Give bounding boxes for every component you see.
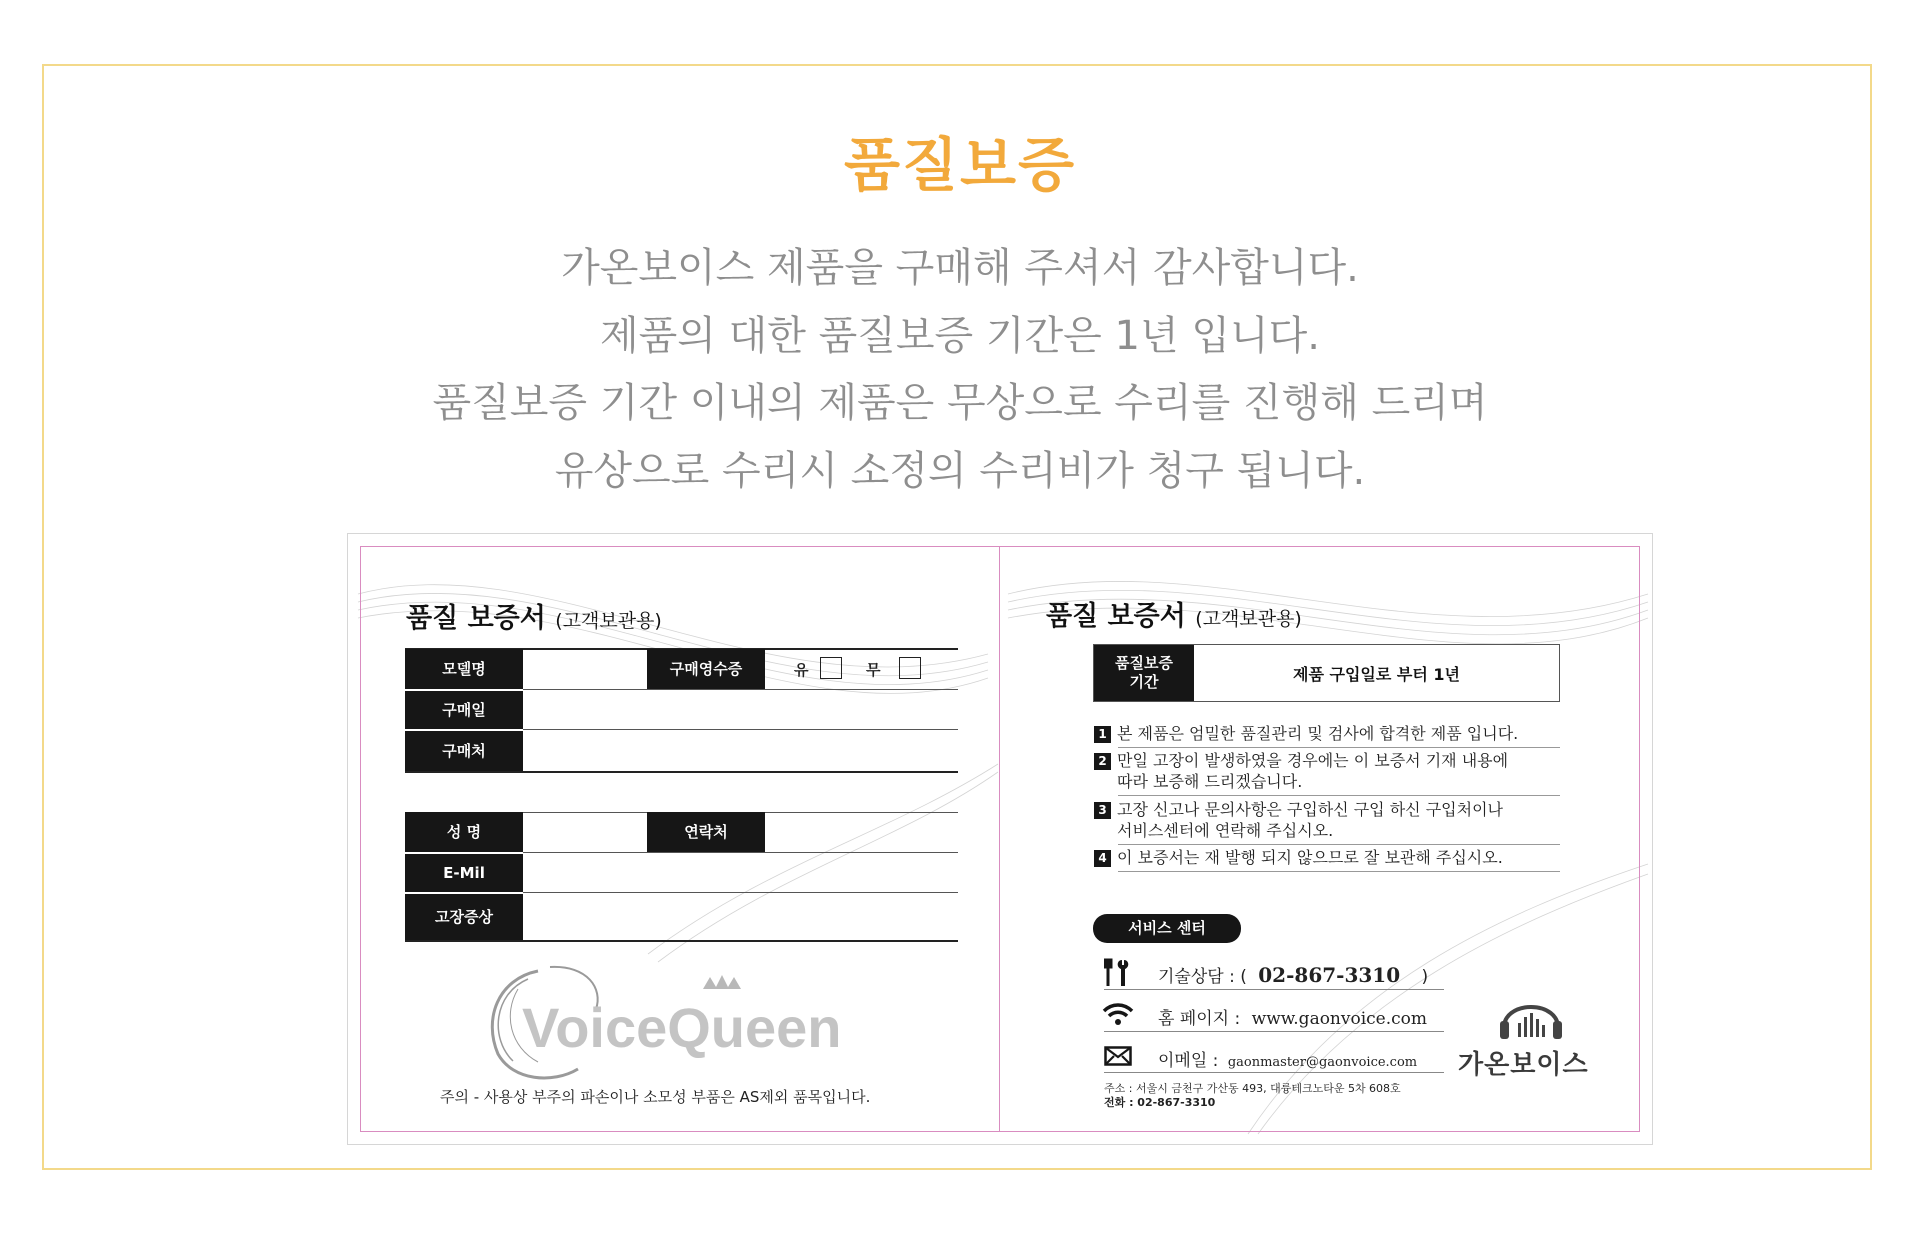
tech-consult-row: 기술상담 : ( 02-867-3310 )	[1158, 963, 1429, 987]
address-block	[1104, 1082, 1401, 1110]
purchase-date-line[interactable]	[523, 729, 958, 730]
tools-icon	[1104, 958, 1132, 988]
symptom-row-line[interactable]	[405, 940, 958, 942]
purchase-date-label: 구매일	[405, 691, 523, 729]
note-4-line	[1118, 871, 1560, 872]
page-title: 품질보증	[843, 131, 1077, 199]
model-label: 모델명	[405, 649, 523, 689]
note-2-line-2: 따라 보증해 드리겠습니다.	[1117, 772, 1303, 791]
note-3-line	[1118, 844, 1560, 845]
gaonvoice-brand: 가온보이스	[1458, 1050, 1589, 1080]
right-card-title: 품질 보증서 (고객보관용)	[1046, 601, 1302, 632]
email-label: E-Mil	[405, 854, 523, 892]
note-2-line	[1118, 795, 1560, 796]
note-1-line	[1118, 747, 1560, 748]
headphones-icon	[1496, 987, 1566, 1043]
homepage-link[interactable]: www.gaonvoice.com	[1251, 1009, 1428, 1029]
email-row-line	[1104, 1072, 1444, 1073]
intro-line-2: 제품의 대한 품질보증 기간은 1년 입니다.	[600, 313, 1320, 359]
receipt-yes-checkbox[interactable]	[820, 657, 842, 679]
voicequeen-logo	[478, 959, 898, 1084]
email-row-line[interactable]	[523, 892, 958, 893]
receipt-no-label: 무	[866, 661, 881, 679]
phone-text: 전화 : 02-867-3310	[1104, 1096, 1216, 1109]
mail-icon	[1104, 1046, 1132, 1066]
tech-row-line	[1104, 989, 1444, 990]
address-text: 주소 : 서울시 금천구 가산동 493, 대륭테크노타운 5차 608호	[1104, 1082, 1401, 1095]
notice-text: 주의 - 사용상 부주의 파손이나 소모성 부품은 AS제외 품목입니다.	[440, 1088, 871, 1106]
wifi-icon	[1102, 1002, 1134, 1026]
receipt-yes-label: 유	[794, 661, 809, 679]
svg-text:VoiceQueen: VoiceQueen	[522, 996, 842, 1059]
note-3: 3 고장 신고나 문의사항은 구입하신 구입 하신 구입처이나	[1094, 799, 1503, 820]
note-3-line-2: 서비스센터에 연락해 주십시오.	[1117, 821, 1334, 840]
name-label: 성 명	[405, 812, 523, 852]
name-row-line[interactable]	[523, 852, 958, 853]
warranty-period-value: 제품 구입일로 부터 1년	[1293, 664, 1460, 684]
tech-phone: 02-867-3310	[1258, 963, 1401, 987]
homepage-row-line	[1104, 1031, 1444, 1032]
purchase-place-label: 구매처	[405, 731, 523, 771]
note-1: 1 본 제품은 엄밀한 품질관리 및 검사에 합격한 제품 입니다.	[1094, 723, 1518, 744]
receipt-no-checkbox[interactable]	[899, 657, 921, 679]
intro-line-3: 품질보증 기간 이내의 제품은 무상으로 수리를 진행해 드리며	[432, 380, 1488, 426]
left-card-title: 품질 보증서 (고객보관용)	[406, 603, 662, 634]
warranty-period-label: 품질보증 기간	[1094, 645, 1194, 701]
contact-label: 연락처	[647, 812, 765, 852]
symptom-label: 고장증상	[405, 894, 523, 940]
homepage-row: 홈 페이지 : www.gaonvoice.com	[1158, 1009, 1428, 1029]
service-center-badge: 서비스 센터	[1093, 914, 1241, 943]
note-2: 2 만일 고장이 발생하였을 경우에는 이 보증서 기재 내용에	[1094, 750, 1508, 771]
purchase-place-line[interactable]	[405, 771, 958, 773]
email-row: 이메일 : gaonmaster@gaonvoice.com	[1158, 1051, 1418, 1071]
intro-line-1: 가온보이스 제품을 구매해 주셔서 감사합니다.	[561, 245, 1359, 291]
warranty-card	[347, 533, 1653, 1145]
intro-line-4: 유상으로 수리시 소정의 수리비가 청구 됩니다.	[554, 448, 1366, 494]
fold-line	[999, 546, 1000, 1132]
note-4: 4 이 보증서는 재 발행 되지 않으므로 잘 보관해 주십시오.	[1094, 847, 1503, 868]
model-row-line	[523, 689, 958, 690]
receipt-label: 구매영수증	[647, 649, 765, 689]
email-link[interactable]: gaonmaster@gaonvoice.com	[1227, 1055, 1418, 1070]
